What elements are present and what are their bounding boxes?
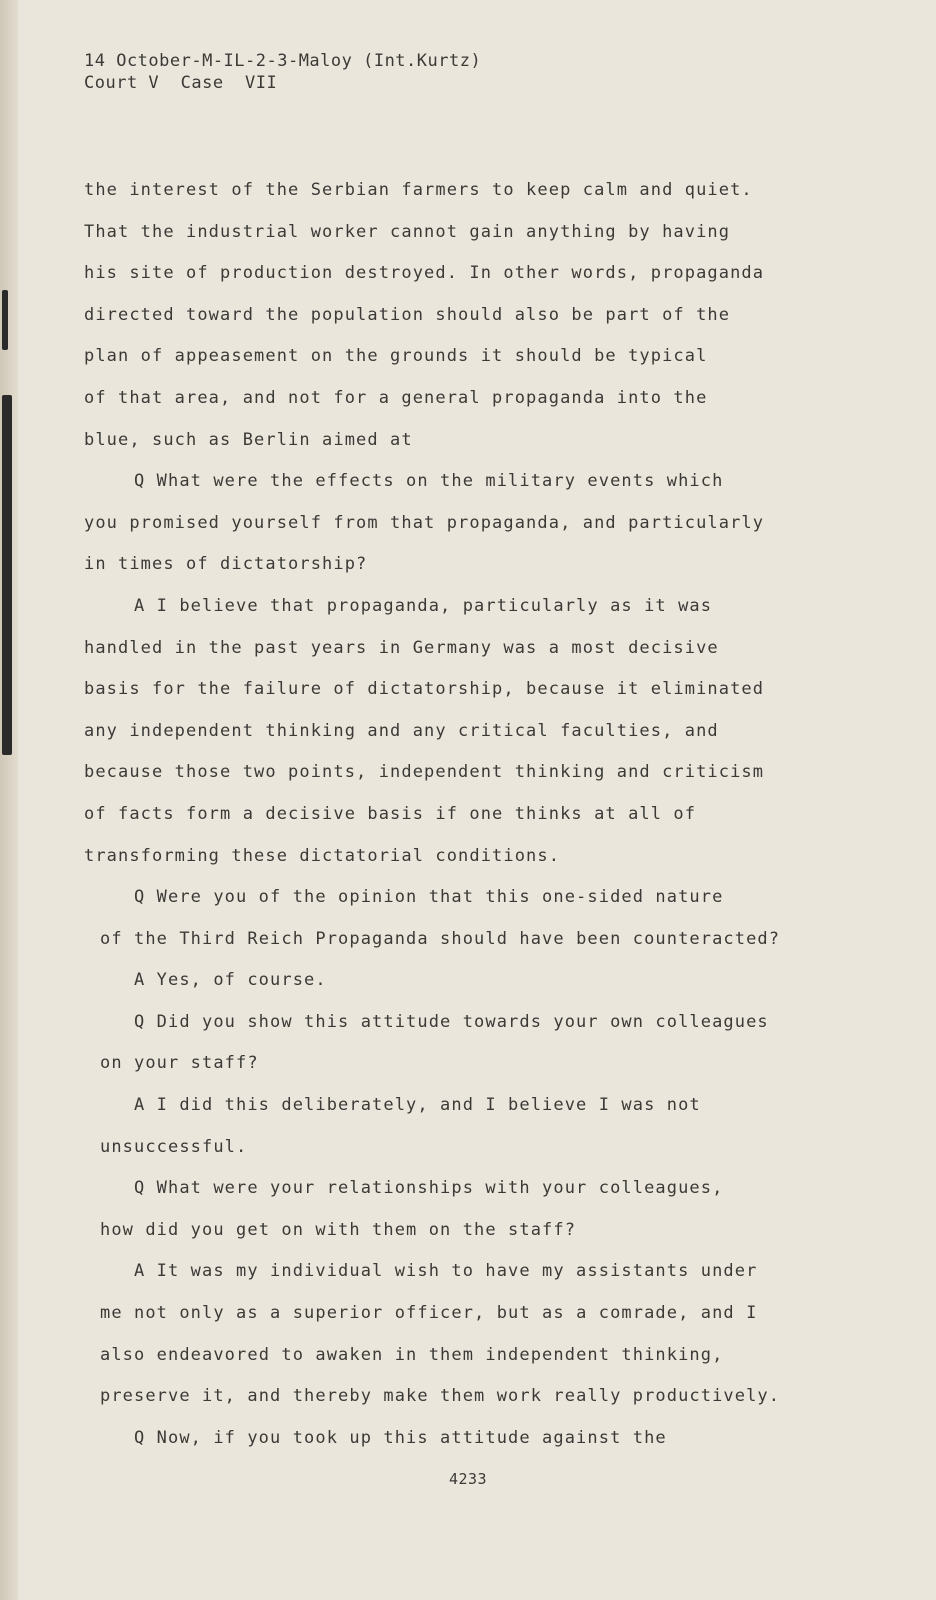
text-line: transforming these dictatorial conditions. [84,845,561,866]
text-line: me not only as a superior officer, but as a comrade, and I [100,1303,758,1324]
text-line: on your staff? [100,1053,259,1074]
text-line: of that area, and not for a general propaganda into the [84,387,708,408]
text-line: of the Third Reich Propaganda should have been counteracted? [100,928,781,949]
answer-line: A I believe that propaganda, particularly as it was [134,595,713,616]
text-line: blue, such as Berlin aimed at [84,429,413,450]
binding-mark [2,395,12,755]
question-line: Q What were the effects on the military events which [134,471,724,492]
header-date-line: 14 October-M-IL-2-3-Maloy (Int.Kurtz) [84,51,482,71]
text-line: plan of appeasement on the grounds it should be typical [84,346,708,367]
text-line: his site of production destroyed. In other words, propaganda [84,263,765,284]
page-number: 4233 [448,1470,488,1488]
answer-line: A Yes, of course. [134,970,327,991]
text-line: because those two points, independent thinking and criticism [84,762,765,783]
text-line: unsuccessful. [100,1136,248,1157]
text-line: That the industrial worker cannot gain anything by having [84,221,731,242]
question-line: Q What were your relationships with your colleagues, [134,1178,724,1199]
answer-line: A I did this deliberately, and I believe I was not [134,1095,701,1116]
header-court-line: Court V Case VII [84,73,278,93]
text-line: directed toward the population should also be part of the [84,304,731,325]
question-line: Q Were you of the opinion that this one-sided nature [134,887,724,908]
text-line: of facts form a decisive basis if one thinks at all of [84,803,697,824]
text-line: in times of dictatorship? [84,554,368,575]
question-line: Q Now, if you took up this attitude against the [134,1427,667,1448]
text-line: the interest of the Serbian farmers to keep calm and quiet. [84,180,753,200]
binding-mark [2,290,8,350]
answer-line: A It was my individual wish to have my assistants under [134,1261,758,1282]
text-line: also endeavored to awaken in them independent thinking, [100,1344,724,1365]
text-line: basis for the failure of dictatorship, because it eliminated [84,679,765,700]
transcript-header [84,50,481,94]
text-line: preserve it, and thereby make them work really productively. [100,1386,781,1407]
text-line: handled in the past years in Germany was a most decisive [84,637,719,658]
page-left-edge [0,0,18,1600]
transcript-body [84,170,854,1459]
text-line: you promised yourself from that propaganda, and particularly [84,512,765,533]
text-line: how did you get on with them on the staff? [100,1219,577,1240]
text-line: any independent thinking and any critical faculties, and [84,720,719,741]
question-line: Q Did you show this attitude towards your own colleagues [134,1011,769,1032]
